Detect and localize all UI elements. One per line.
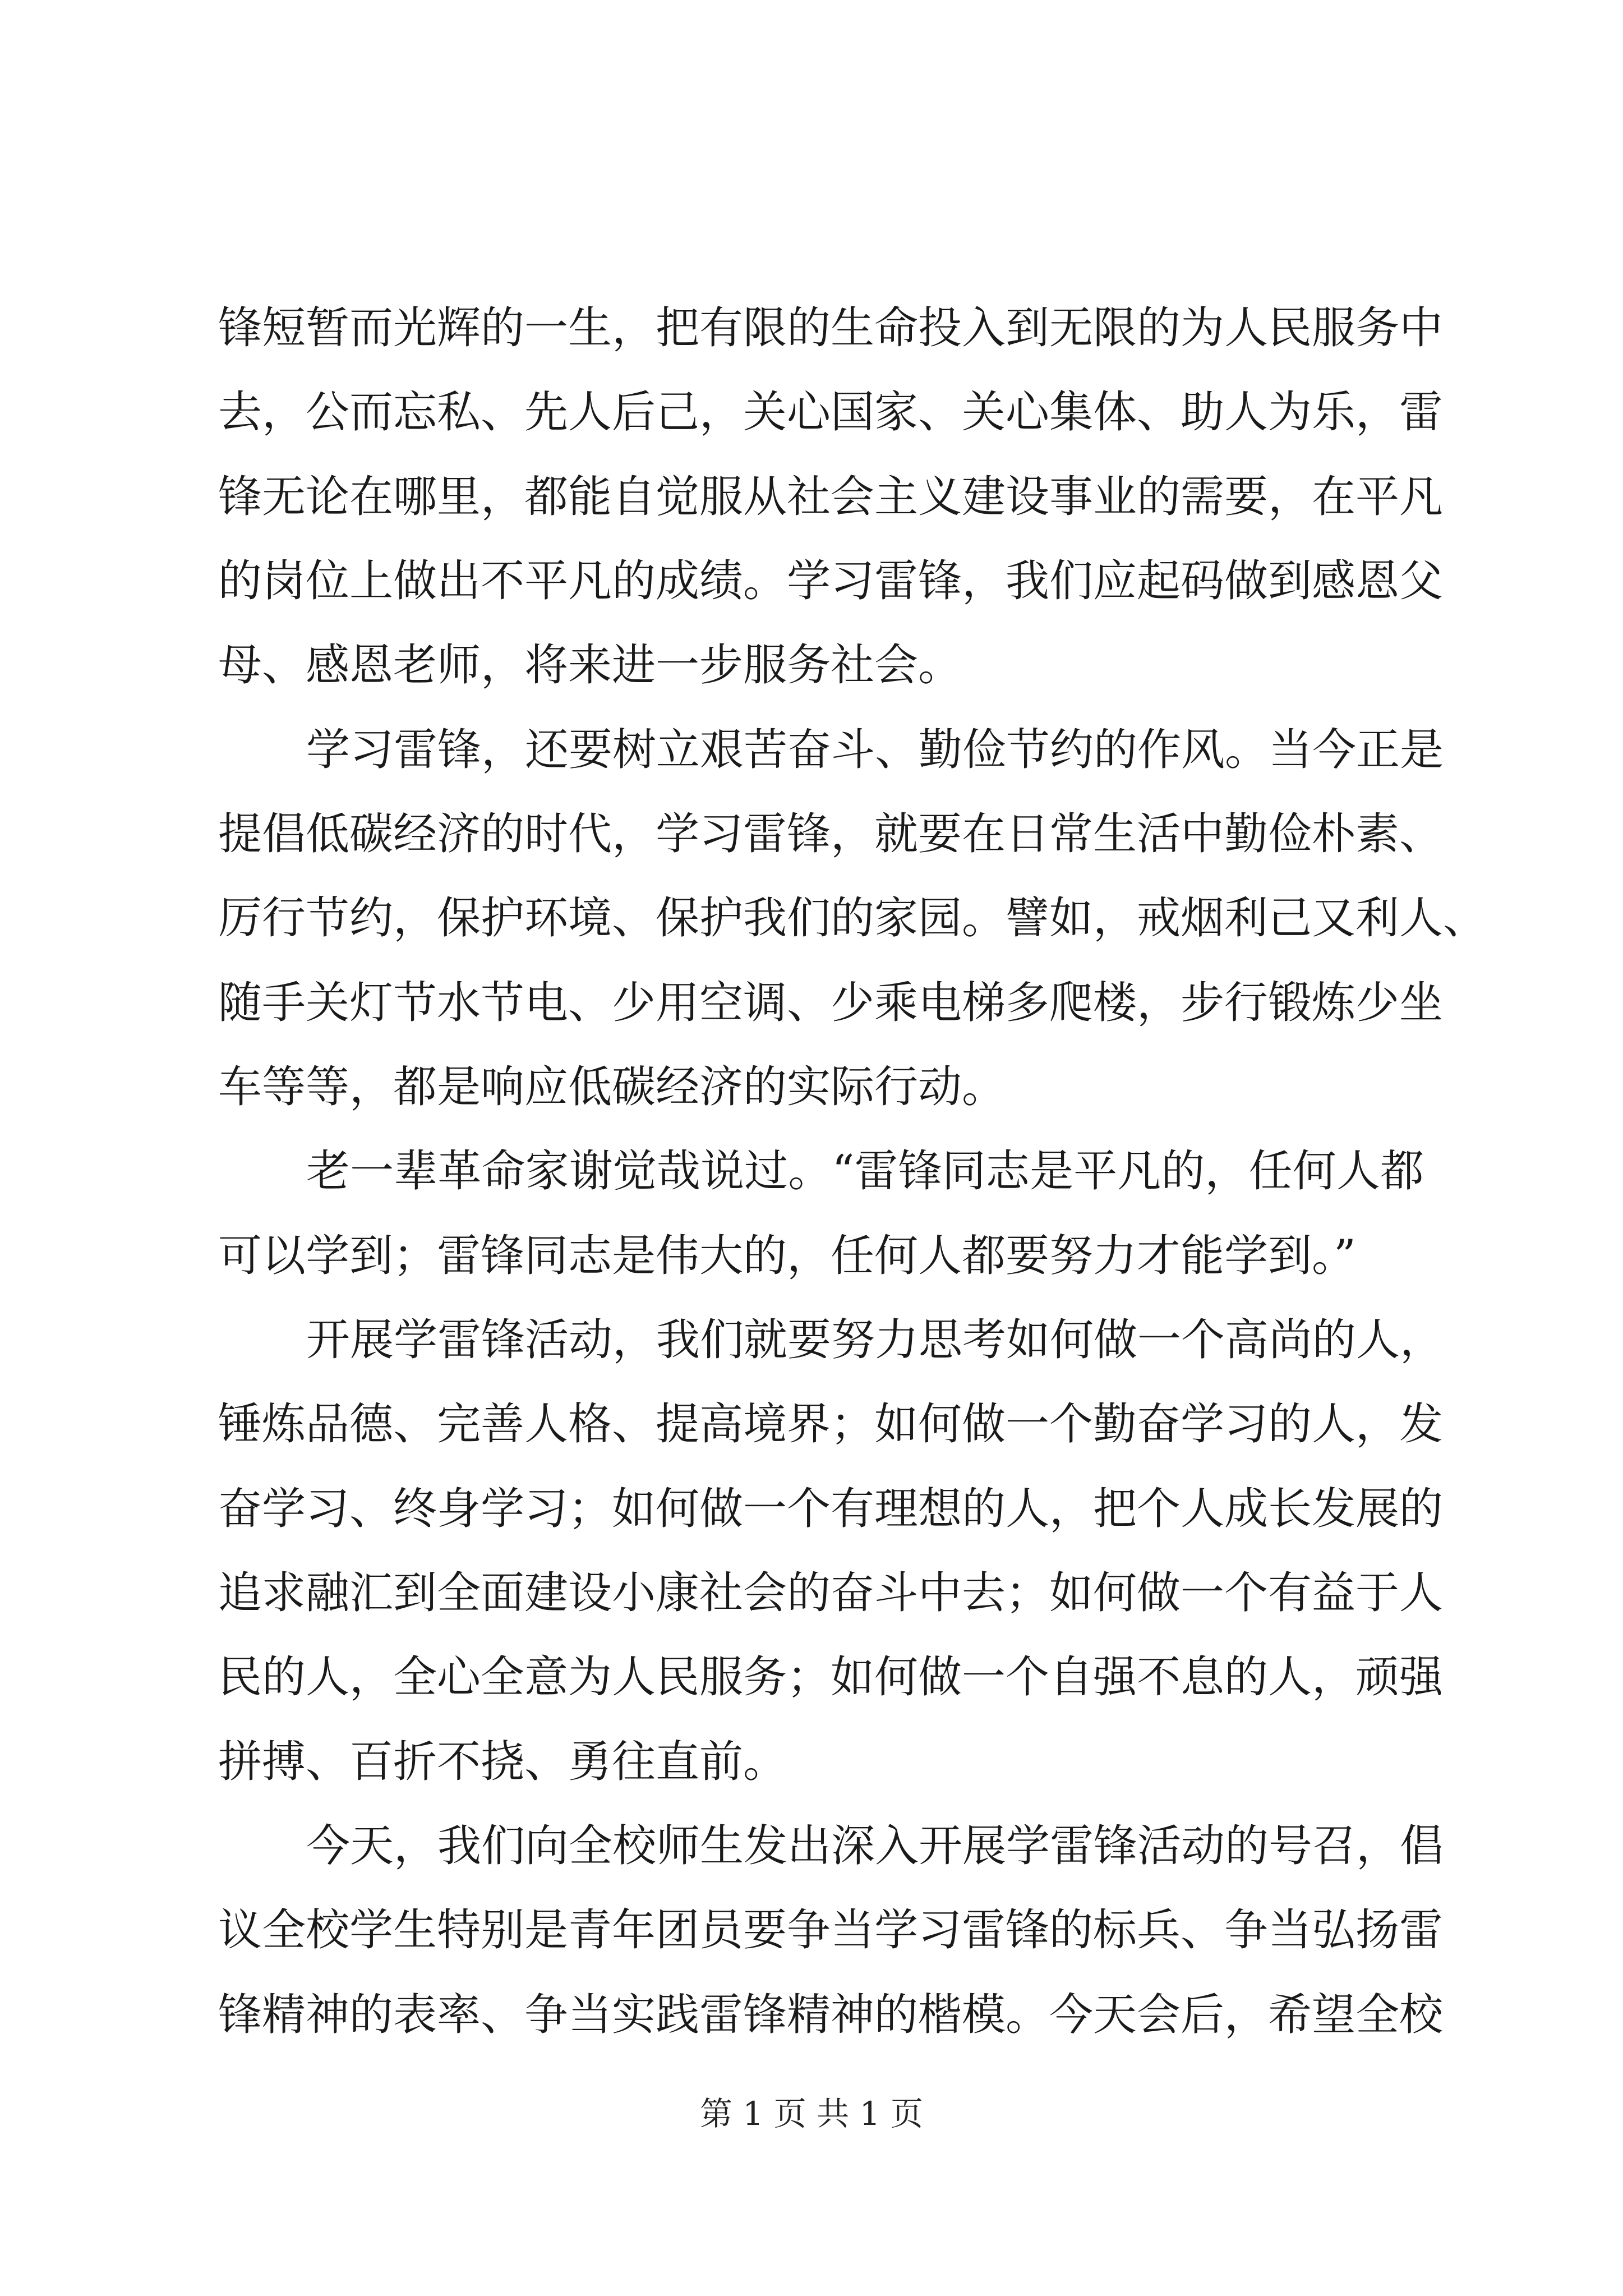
text-line: 可以学到；雷锋同志是伟大的，任何人都要努力才能学到。” xyxy=(218,1231,1356,1281)
text-line: 锋短暂而光辉的一生，把有限的生命投入到无限的为人民服务中 xyxy=(218,303,1444,353)
text-line: 奋学习、终身学习；如何做一个有理想的人，把个人成长发展的 xyxy=(218,1484,1444,1534)
text-line: 锤炼品德、完善人格、提高境界；如何做一个勤奋学习的人，发 xyxy=(218,1399,1444,1450)
text-line: 去，公而忘私、先人后己，关心国家、关心集体、助人为乐，雷 xyxy=(218,387,1444,438)
text-line: 母、感恩老师，将来进一步服务社会。 xyxy=(218,640,962,691)
text-line: 提倡低碳经济的时代，学习雷锋，就要在日常生活中勤俭朴素、 xyxy=(218,809,1444,859)
paragraph-first-line: 开展学雷锋活动，我们就要努力思考如何做一个高尚的人， xyxy=(306,1315,1444,1365)
text-line: 的岗位上做出不平凡的成绩。学习雷锋，我们应起码做到感恩父 xyxy=(218,556,1444,606)
text-line: 民的人，全心全意为人民服务；如何做一个自强不息的人，顽强 xyxy=(218,1652,1444,1703)
page-number-footer: 第 1 页 共 1 页 xyxy=(700,2095,923,2133)
text-line: 随手关灯节水节电、少用空调、少乘电梯多爬楼，步行锻炼少坐 xyxy=(218,978,1444,1028)
text-line: 车等等，都是响应低碳经济的实际行动。 xyxy=(218,1062,1006,1112)
paragraph-first-line: 今天，我们向全校师生发出深入开展学雷锋活动的号召，倡 xyxy=(306,1821,1444,1871)
paragraph-first-line: 学习雷锋，还要树立艰苦奋斗、勤俭节约的作风。当今正是 xyxy=(306,725,1444,775)
text-line: 拼搏、百折不挠、勇往直前。 xyxy=(218,1737,787,1787)
text-line: 厉行节约，保护环境、保护我们的家园。譬如，戒烟利己又利人、 xyxy=(218,893,1487,944)
paragraph-first-line: 老一辈革命家谢觉哉说过。“雷锋同志是平凡的，任何人都 xyxy=(306,1146,1424,1197)
text-line: 议全校学生特别是青年团员要争当学习雷锋的标兵、争当弘扬雷 xyxy=(218,1905,1444,1955)
text-line: 追求融汇到全面建设小康社会的奋斗中去；如何做一个有益于人 xyxy=(218,1568,1444,1618)
text-line: 锋精神的表率、争当实践雷锋精神的楷模。今天会后，希望全校 xyxy=(218,1990,1444,2040)
text-line: 锋无论在哪里，都能自觉服从社会主义建设事业的需要，在平凡 xyxy=(218,472,1444,522)
